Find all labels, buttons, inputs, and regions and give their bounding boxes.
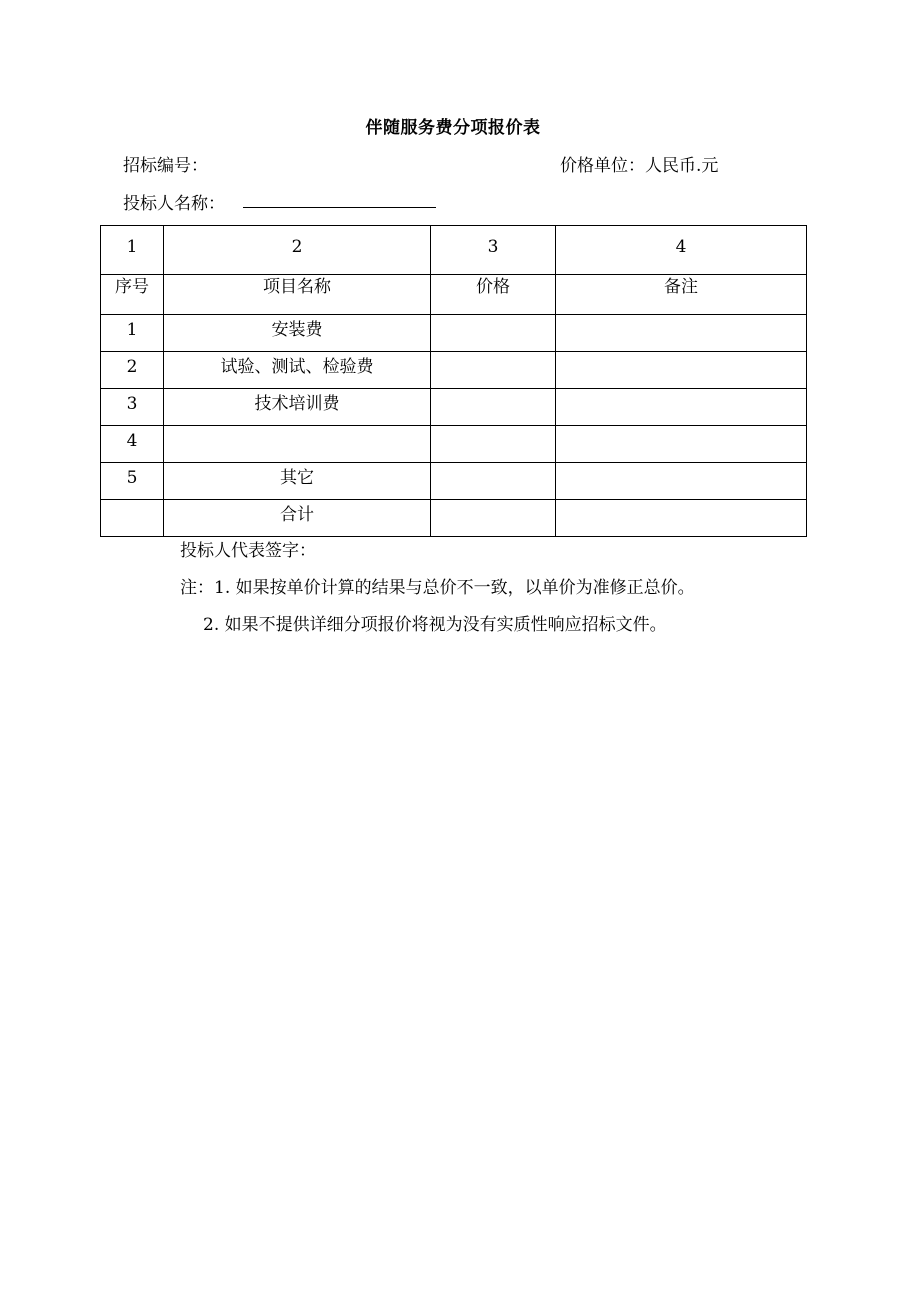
header-price: 价格 (431, 275, 556, 315)
column-number-cell: 1 (101, 226, 164, 275)
note-2: 2. 如果不提供详细分项报价将视为没有实质性响应招标文件。 (203, 615, 667, 635)
column-number-row (101, 226, 807, 275)
row-price-cell[interactable] (431, 463, 556, 500)
quote-table (100, 225, 807, 537)
row-serial-no: 3 (101, 389, 164, 426)
bidder-name-blank-line (243, 207, 436, 208)
price-unit-label: 价格单位：人民币.元 (560, 156, 719, 176)
row-item-name: 其它 (164, 463, 431, 500)
table-row (101, 426, 807, 463)
header-remark: 备注 (556, 275, 807, 315)
column-number-cell: 3 (431, 226, 556, 275)
bid-number-label: 招标编号： (123, 156, 208, 176)
header-item-name: 项目名称 (164, 275, 431, 315)
row-price-cell[interactable] (431, 426, 556, 463)
total-price-cell[interactable] (431, 500, 556, 537)
total-remark-cell[interactable] (556, 500, 807, 537)
row-serial-no: 1 (101, 315, 164, 352)
signature-label: 投标人代表签字： (180, 541, 316, 561)
row-price-cell[interactable] (431, 315, 556, 352)
column-number-cell: 4 (556, 226, 807, 275)
table-row (101, 352, 807, 389)
row-serial-no: 2 (101, 352, 164, 389)
row-item-name: 安装费 (164, 315, 431, 352)
row-item-name: 技术培训费 (164, 389, 431, 426)
row-item-name[interactable] (164, 426, 431, 463)
row-remark-cell[interactable] (556, 463, 807, 500)
row-serial-no: 5 (101, 463, 164, 500)
bidder-name-label: 投标人名称： (123, 194, 225, 214)
header-serial-no: 序号 (101, 275, 164, 315)
row-item-name: 试验、测试、检验费 (164, 352, 431, 389)
table-row (101, 389, 807, 426)
row-serial-no: 4 (101, 426, 164, 463)
row-remark-cell[interactable] (556, 389, 807, 426)
row-remark-cell[interactable] (556, 315, 807, 352)
note-1: 注：1. 如果按单价计算的结果与总价不一致，以单价为准修正总价。 (180, 578, 695, 598)
row-price-cell[interactable] (431, 389, 556, 426)
column-number-cell: 2 (164, 226, 431, 275)
table-row (101, 463, 807, 500)
table-total-row (101, 500, 807, 537)
table-header-row (101, 275, 807, 315)
row-item-name: 合计 (164, 500, 431, 537)
row-price-cell[interactable] (431, 352, 556, 389)
row-remark-cell[interactable] (556, 426, 807, 463)
table-row (101, 315, 807, 352)
document-title: 伴随服务费分项报价表 (365, 118, 541, 138)
row-serial-no (101, 500, 164, 537)
row-remark-cell[interactable] (556, 352, 807, 389)
